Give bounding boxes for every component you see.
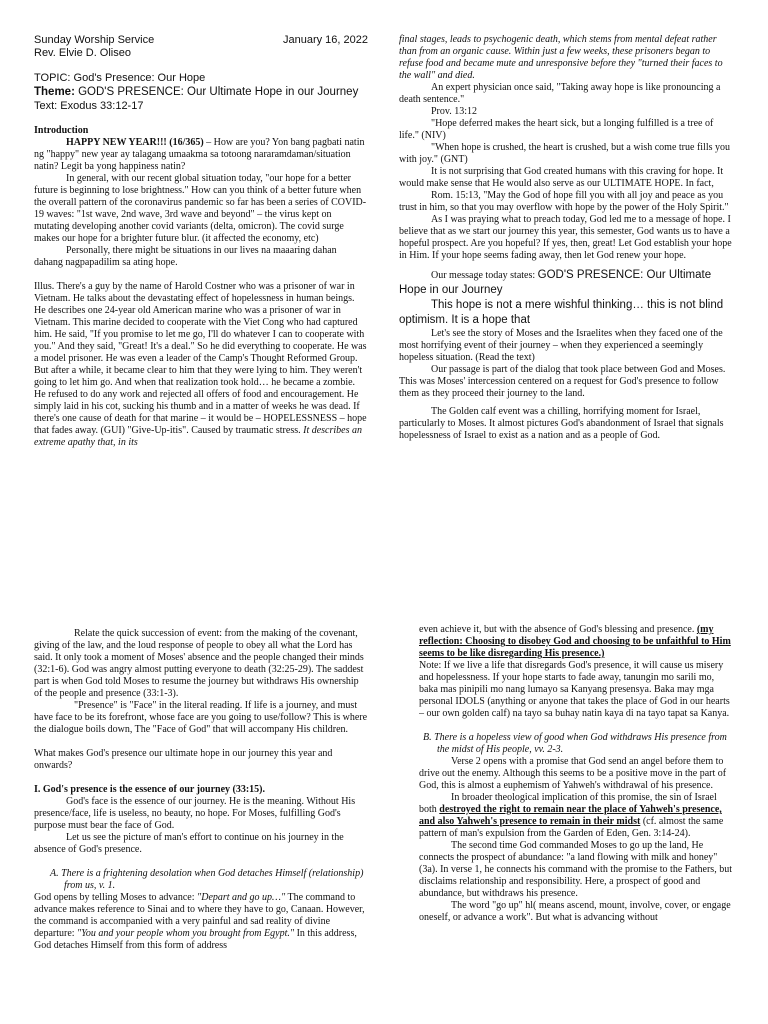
service-name: Sunday Worship Service xyxy=(34,34,155,46)
message-label: Our message today states: xyxy=(431,270,538,281)
relate-paragraph: Relate the quick succession of event: from the making of the covenant, giving of the law, and the loud response of people to obey all what the Lord has said. It only took a moment of Moses' absence and the people changed their minds (32:1-6). God was angry almost putting everyone to death (32:25-29). The saddest part is when God told Moses to resume the journey but withdraws His ownership of the people and presence (33:1-3). xyxy=(34,628,364,699)
my-reflection: (my reflection: Choosing to disobey God and choosing to be unfaithful to Him seems to be like disregarding His presence.) xyxy=(419,624,731,659)
intro-paragraph-2: In general, with our recent global situation today, "our hope for a better future is beginning to lose brightness." How can you think of a better future when the overall pattern of the coronavirus pandemic so far has been a series of COVID-19 waves: "1st wave, 2nd wave, 3rd wave and beyond" – the virus kept on mutating developing another covid variants (delta, omicron). The covid surge makes our hope for a brighter future blur. (it affected the economy, etc) xyxy=(34,173,367,244)
upper-left-column xyxy=(34,34,368,504)
broader-tail: (cf. almost the same pattern of man's expulsion from the Garden of Eden, Gen. 3:14-24). xyxy=(419,816,724,839)
illustration-paragraph xyxy=(34,281,368,449)
depart-quote: "Depart and go up…" xyxy=(197,892,286,903)
message-theme: GOD'S PRESENCE: Our Ultimate Hope in our Journey xyxy=(399,269,712,296)
lower-right-column xyxy=(419,624,735,1020)
text-reference: Text: Exodus 33:12-17 xyxy=(34,100,144,112)
you-and-your-people-quote: "You and your people whom you brought from Egypt." xyxy=(77,928,295,939)
passage-paragraph: Our passage is part of the dialog that took place between God and Moses. This was Moses' intercession centered on a request for God's presence to follow them as they proceed their journey to the land. xyxy=(399,364,726,399)
theme-label: Theme: xyxy=(34,86,75,98)
proverbs-gnt: "When hope is crushed, the heart is crushed, but a wish come true fills you with joy." (GNT) xyxy=(399,142,731,165)
subpoint-a: A. There is a frightening desolation when God detaches Himself (relationship) from us, v. 1. xyxy=(50,868,364,891)
verse-two-paragraph: Verse 2 opens with a promise that God send an angel before them to drive out the enemy. Although this seems to be a positive move in the part of God, this is almost a euphemism of Yahweh's withdrawal of his presence. xyxy=(419,756,727,791)
proverbs-niv: "Hope deferred makes the heart sick, but a longing fulfilled is a tree of life." (NIV) xyxy=(399,118,714,141)
page-lower xyxy=(0,512,768,1024)
gui-description: final stages, leads to psychogenic death, which stems from mental defeat rather than from an organic cause. Within just a few weeks, these prisoners began to refuse food and became mute and unresponsive before they "turned their faces to the wall" and died. xyxy=(399,34,723,81)
gods-face-paragraph: God's face is the essence of our journey. He is the meaning. Without His presence/face, life is useless, no beauty, no hope. For Moses, fulfilling God's purpose must bear the face of God. xyxy=(34,796,356,831)
broader-implication-paragraph xyxy=(419,792,735,840)
illustration-italic: It describes an extreme apathy that, in its xyxy=(34,425,362,448)
even-achieve-paragraph xyxy=(419,624,735,660)
presence-face-paragraph: "Presence" is "Face" in the literal reading. If life is a journey, and must have face to be its forefront, whose face are you going to use/follow? This is where the dialogue boils down, The "Face of God" that will accompany His children. xyxy=(34,700,368,735)
not-surprising-paragraph: It is not surprising that God created humans with this craving for hope. It would make sense that He would also serve as our ULTIMATE HOPE. In fact, xyxy=(399,166,724,189)
what-makes-question: What makes God's presence our ultimate hope in our journey this year and onwards? xyxy=(34,748,333,771)
sermon-date: January 16, 2022 xyxy=(282,34,368,46)
intro-paragraph-1 xyxy=(34,137,368,173)
pastor-name: Rev. Elvie D. Oliseo xyxy=(34,47,131,59)
point-one-heading: I. God's presence is the essence of our journey (33:15). xyxy=(34,784,265,795)
message-statement xyxy=(399,268,734,298)
destroyed-the-right: destroyed the right to remain near the place of Yahweh's presence, and also Yahweh's presence to remain in their midst xyxy=(419,804,722,827)
god-opens-tail: In this address, God detaches Himself from this form of address xyxy=(34,928,357,951)
expert-quote: An expert physician once said, "Taking away hope is like pronouncing a death sentence." xyxy=(399,82,721,105)
god-opens-text: God opens by telling Moses to advance: xyxy=(34,892,198,903)
even-achieve-text: even achieve it, but with the absence of God's blessing and presence. xyxy=(419,624,697,635)
broader-text: In broader theological implication of this promise, the sin of Israel both xyxy=(419,792,717,815)
note-paragraph: Note: If we live a life that disregards God's presence, it will cause us misery and hopelessness. If your hope starts to fade away, tanungin mo sarili mo, baka mas pinipili mo nang lumayo sa Kanyang presensya. Baka may mga personal IDOLS (anything or anyone that takes the place of God in our hearts – our own golden calf) na tayo sa buhay natin kaya di na tayo tapat sa Kanya. xyxy=(419,660,730,719)
lower-left-column xyxy=(34,628,368,1024)
romans-verse: Rom. 15:13, "May the God of hope fill you with all joy and peace as you trust in him, so that you may overflow with hope by the power of the Holy Spirit." xyxy=(399,190,729,213)
topic-line: TOPIC: God's Presence: Our Hope xyxy=(34,72,206,84)
illustration-text: Illus. There's a guy by the name of Harold Costner who was a prisoner of war in Vietnam. He talks about the devastating effect of hopelessness in human beings. He describes one 24-year old American marine who was a prisoner of war in Vietnam. This marine decided to cooperate with the Viet Cong who had captured him. He said, "If you promise to let me go, I'll do whatever I can to cooperate with you." And they said, "Great! It's a deal." So he did everything to cooperate. He was a model prisoner. He was even a leader of the Camp's Thought Reformed Group. But after a while, it became clear to him that they were lying to him. They weren't going to let him go. And when that realization took hold… he became a zombie. He refused to do any work and rejected all offers of food and encouragement. He simply laid in his cot, sucking his thumb and in a matter of weeks he was dead. If there's one cause of death for that marine – it would be – HOPELESSNESS – hope that fades away. (GUI) "Give-Up-itis". Caused by traumatic stress. xyxy=(34,281,367,436)
header-row xyxy=(34,34,368,47)
theme-line xyxy=(34,85,368,100)
intro-paragraph-3: Personally, there might be situations in our lives na maaaring dahan dahang nagpapadilim sa ating hope. xyxy=(34,245,337,268)
introduction-heading: Introduction xyxy=(34,125,89,136)
upper-right-column xyxy=(399,34,734,504)
praying-paragraph: As I was praying what to preach today, God led me to a message of hope. I believe that as we start our journey this year, this semester, God wants us to have a hopeful prospect. Are you hopeful? If yes, then, great! Let God establish your hope in Him. If your hope seems fading away, then let God renew your hope. xyxy=(399,214,732,261)
proverbs-reference: Prov. 13:12 xyxy=(431,106,478,117)
theme-text: GOD'S PRESENCE: Our Ultimate Hope in our Journey xyxy=(78,86,359,98)
god-opens-paragraph xyxy=(34,892,368,952)
go-up-word-paragraph: The word "go up" hl( means ascend, mount, involve, cover, or engage oneself, or advance a work". But what is advancing without xyxy=(419,900,731,923)
god-opens-rest: The command to advance makes reference to Sinai and to where they have to go, Canaan. However, the command is accompanied with a very painful and sad reality of divine departure: xyxy=(34,892,365,939)
story-paragraph: Let's see the story of Moses and the Israelites when they faced one of the most horrifying event of their journey – when they experienced a seemingly hopeless situation. (Read the text) xyxy=(399,328,723,363)
happy-new-year: HAPPY NEW YEAR!!! (16/365) xyxy=(66,137,204,148)
subpoint-b: B. There is a hopeless view of good when God withdraws His presence from the midst of His people, vv. 2-3. xyxy=(423,732,727,755)
let-us-see-paragraph: Let us see the picture of man's effort to continue on his journey in the absence of God's presence. xyxy=(34,832,344,855)
golden-calf-paragraph: The Golden calf event was a chilling, horrifying moment for Israel, particularly to Moses. It almost pictures God's abandonment of Israel that signals hopelessness of Israel to exist as a nation and as a people of God. xyxy=(399,406,724,441)
intro-paragraph-1-text: – How are you? Yon bang pagbati natin ng "happy" new year ay talagang umaakma sa totoong nararamdaman/situation natin? Legit ba yong happiness natin? xyxy=(34,137,365,172)
not-wishful-thinking: This hope is not a mere wishful thinking… this is not blind optimism. It is a hope that xyxy=(399,299,724,326)
second-time-paragraph: The second time God commanded Moses to go up the land, He connects the prospect of abundance: "a land flowing with milk and honey" (3a). In verse 1, he connects his command with the promise to the Fathers, but disclaims relationship and responsibility. Here, a prospect of good and abundance, but withdraws his presence. xyxy=(419,840,732,899)
